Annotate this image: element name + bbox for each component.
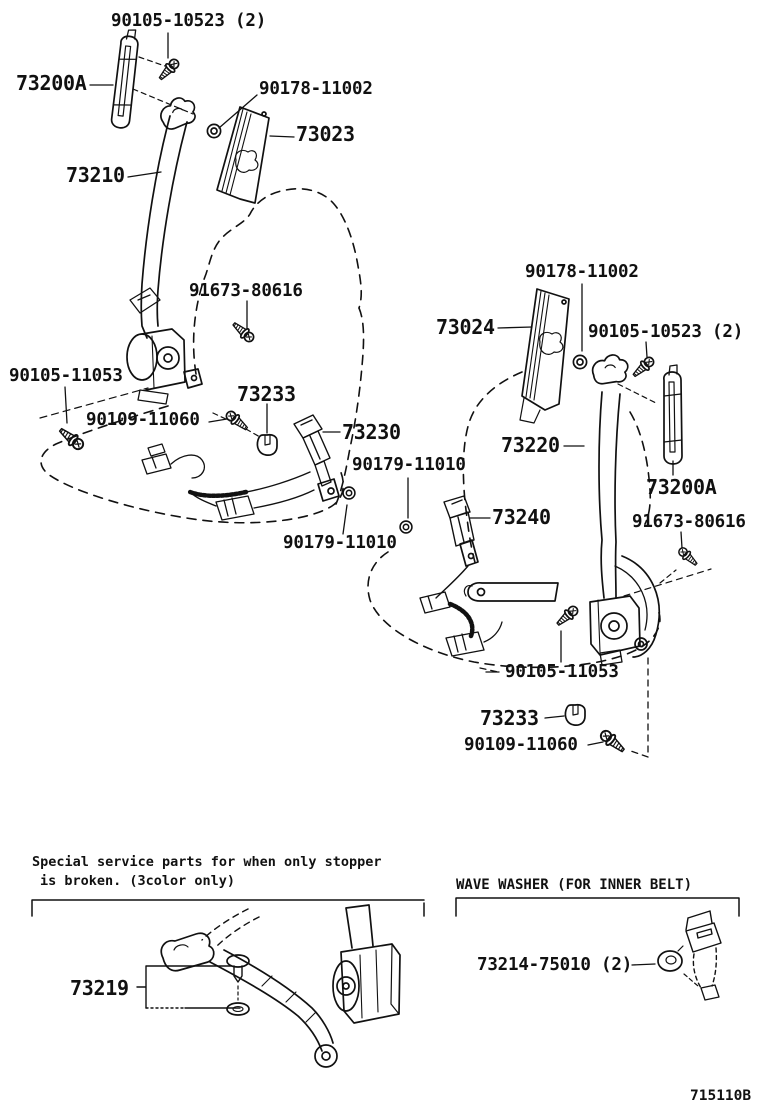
screw-icon [230,320,256,345]
part-label-90109-11060-right[interactable]: 90109-11060 [464,735,578,755]
part-label-90105-10523-right[interactable]: 90105-10523 (2) [588,322,744,342]
grommet-drawing [227,1003,249,1015]
left-pillar-trim-drawing [217,107,269,203]
washer-drawing [658,951,682,971]
nut-icon [343,487,355,499]
part-label-73214-75010[interactable]: 73214-75010 (2) [477,955,633,975]
part-label-73023[interactable]: 73023 [296,122,355,146]
part-label-73220[interactable]: 73220 [501,433,560,457]
part-label-73230[interactable]: 73230 [342,420,401,444]
part-label-90178-11002-right[interactable]: 90178-11002 [525,262,639,282]
right-pillar-trim-drawing [520,289,569,423]
screw-icon [156,57,181,83]
part-label-73200A-right[interactable]: 73200A [646,475,717,499]
wave-washer-title: WAVE WASHER (FOR INNER BELT) [456,877,693,893]
left-height-adjuster-drawing [111,28,141,128]
part-label-73233-right[interactable]: 73233 [480,706,539,730]
nut-icon [207,124,220,137]
special-service-note-line1: Special service parts for when only stopper [32,854,382,870]
special-service-note-line2: is broken. (3color only) [40,873,236,889]
part-label-90109-11060-left[interactable]: 90109-11060 [86,410,200,430]
right-shoulder-anchor-drawing [592,354,629,386]
left-outer-belt-drawing [130,116,187,338]
wave-washer-bracket [456,898,739,916]
nut-icon [573,355,586,368]
part-label-90178-11002-left[interactable]: 90178-11002 [259,79,373,99]
leader-lines [65,33,682,965]
screw-icon [554,604,580,629]
part-label-90105-11053-left[interactable]: 90105-11053 [9,366,123,386]
part-label-91673-80616-right[interactable]: 91673-80616 [632,512,746,532]
part-label-73200A-left[interactable]: 73200A [16,71,87,95]
left-inner-belt-drawing [142,415,339,520]
part-label-90179-11010-upper[interactable]: 90179-11010 [352,455,466,475]
right-height-adjuster-drawing [664,365,682,464]
part-label-73233-left[interactable]: 73233 [237,382,296,406]
right-inner-belt-drawing [420,496,502,656]
screw-icon [224,409,250,433]
stopper-pin-drawing [227,955,249,1015]
screw-icon [677,545,700,567]
screw-icon [57,425,86,452]
right-stopper-clip-drawing [565,705,585,725]
part-label-73210[interactable]: 73210 [66,163,125,187]
right-retractor-drawing [590,596,640,665]
part-label-90105-10523-left[interactable]: 90105-10523 (2) [111,11,267,31]
nut-icon [400,521,412,533]
page-code: 715110B [690,1088,752,1104]
right-seat-back-outline [463,372,522,566]
part-label-73219[interactable]: 73219 [70,976,129,1000]
special-service-bracket [32,900,424,916]
part-label-91673-80616-left[interactable]: 91673-80616 [189,281,303,301]
left-belt-assembly-drawing [40,28,364,522]
part-label-90179-11010-lower[interactable]: 90179-11010 [283,533,397,553]
left-stopper-clip-drawing [257,435,277,455]
wave-washer-drawing [456,898,739,1000]
screw-icon [630,355,656,380]
left-retractor-drawing [127,329,202,404]
part-label-73024[interactable]: 73024 [436,315,495,339]
part-label-90105-11053-right[interactable]: 90105-11053 [505,662,619,682]
service-retractor-drawing [333,905,400,1023]
part-label-73240[interactable]: 73240 [492,505,551,529]
stopper-kit-bracket [137,966,240,1008]
